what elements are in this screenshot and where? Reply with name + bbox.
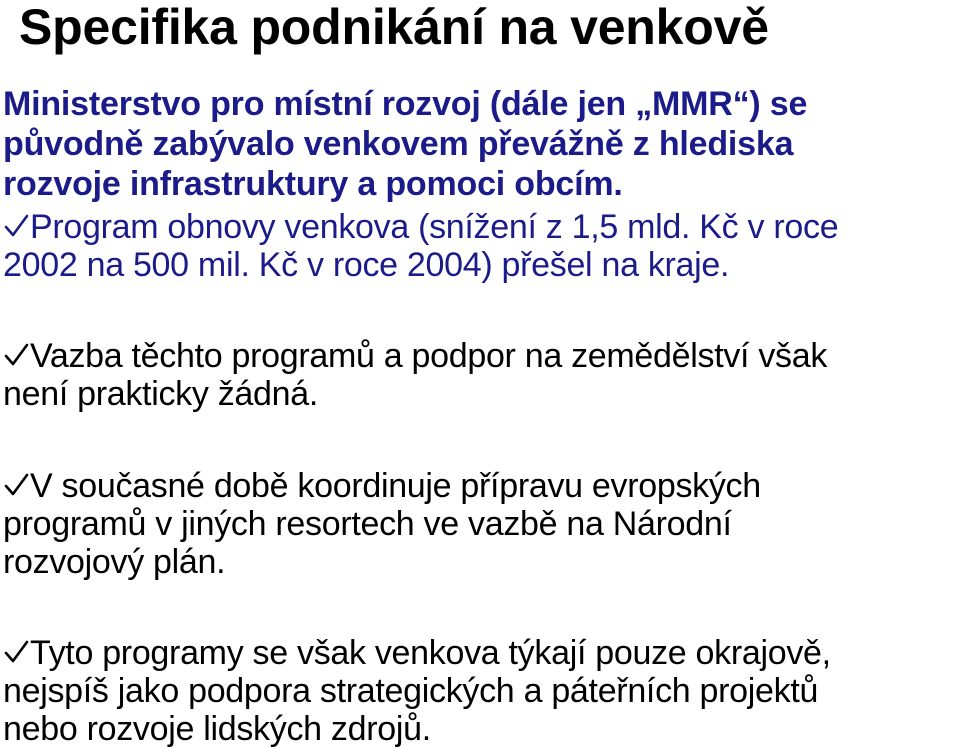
bullet-line: nejspíš jako podpora strategických a páteřních projektů: [3, 672, 819, 710]
bullet-text: Tyto programy se však venkova týkají pouze okrajově,: [30, 634, 831, 672]
bullet-line: [3, 208, 958, 246]
checkmark-icon: [3, 339, 29, 369]
bullet-line: 2002 na 500 mil. Kč v roce 2004) přešel na kraje.: [3, 246, 730, 284]
bullet-tyto-programy: [3, 634, 958, 748]
bullet-line: rozvojový plán.: [3, 543, 226, 581]
bullet-text: Vazba těchto programů a podpor na zemědělství však: [30, 337, 828, 375]
checkmark-icon: [3, 210, 29, 240]
bullet-line: není prakticky žádná.: [3, 375, 318, 413]
intro-paragraph: [3, 84, 958, 204]
bullet-line: programů v jiných resortech ve vazbě na Národní: [3, 505, 732, 543]
bullet-line: [3, 634, 958, 672]
checkmark-icon: [3, 469, 29, 499]
bullet-program-obnovy: [3, 208, 958, 284]
bullet-line: nebo rozvoje lidských zdrojů.: [3, 710, 431, 748]
bullet-text: V současné době koordinuje přípravu evropských: [30, 467, 761, 505]
bullet-vazba: [3, 337, 958, 413]
slide-title: Specifika podnikání na venkově: [19, 0, 769, 55]
checkmark-icon: [3, 636, 29, 666]
bullet-line: [3, 337, 958, 375]
intro-line: Ministerstvo pro místní rozvoj (dále jen „MMR“) se: [3, 85, 808, 123]
intro-line: rozvoje infrastruktury a pomoci obcím.: [3, 165, 623, 203]
bullet-line: [3, 467, 958, 505]
bullet-koordinace: [3, 467, 958, 581]
bullet-text: Program obnovy venkova (snížení z 1,5 mld. Kč v roce: [30, 208, 839, 246]
intro-line: původně zabývalo venkovem převážně z hlediska: [3, 125, 794, 163]
